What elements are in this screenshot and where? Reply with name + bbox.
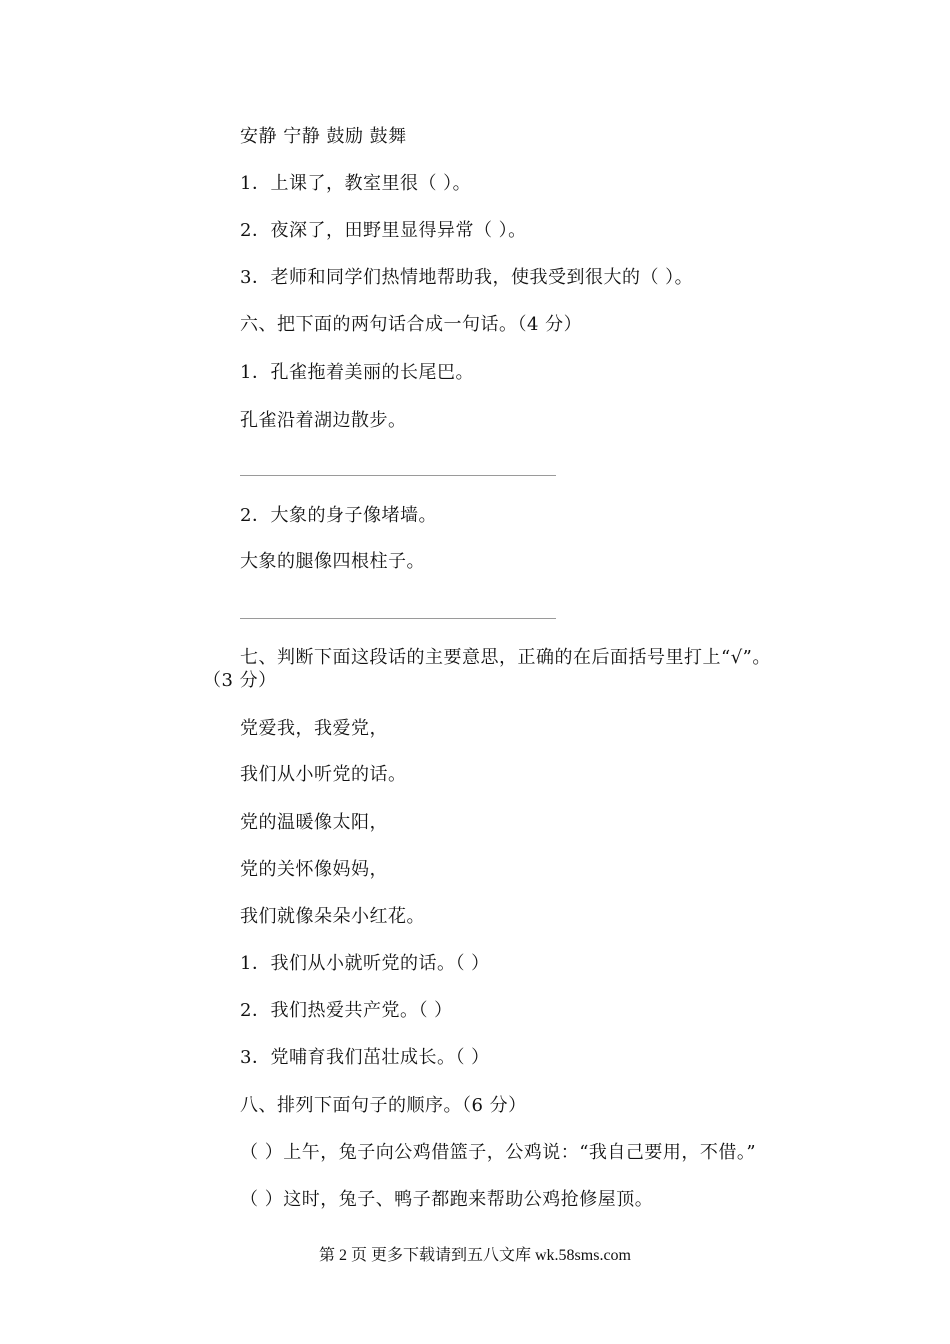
poem-line-3: 党的温暖像太阳， bbox=[240, 812, 388, 833]
combine-q2-sentence-a: 2．大象的身子像堵墙。 bbox=[240, 505, 437, 526]
judge-item-1: 1．我们从小就听党的话。（ ） bbox=[240, 953, 490, 974]
page-footer: 第 2 页 更多下载请到五八文库 wk.58sms.com bbox=[318, 1247, 631, 1264]
section-7-heading: 七、判断下面这段话的主要意思，正确的在后面括号里打上“√”。 bbox=[240, 647, 771, 668]
answer-line-2 bbox=[240, 618, 556, 619]
fill-blank-item-1: 1．上课了，教室里很（ ）。 bbox=[240, 173, 472, 194]
order-item-1: （ ）上午，兔子向公鸡借篮子，公鸡说：“我自己要用，不借。” bbox=[240, 1142, 757, 1163]
section-6-heading: 六、把下面的两句话合成一句话。（4 分） bbox=[240, 314, 583, 335]
word-bank: 安静 宁静 鼓励 鼓舞 bbox=[240, 126, 407, 147]
combine-q1-sentence-a: 1．孔雀拖着美丽的长尾巴。 bbox=[240, 362, 474, 383]
combine-q1-sentence-b: 孔雀沿着湖边散步。 bbox=[240, 410, 407, 431]
fill-blank-item-2: 2．夜深了，田野里显得异常（ ）。 bbox=[240, 220, 527, 241]
judge-item-3: 3．党哺育我们茁壮成长。（ ） bbox=[240, 1047, 490, 1068]
judge-item-2: 2．我们热爱共产党。（ ） bbox=[240, 1000, 453, 1021]
fill-blank-item-3: 3．老师和同学们热情地帮助我，使我受到很大的（ ）。 bbox=[240, 267, 694, 288]
poem-line-1: 党爱我，我爱党， bbox=[240, 718, 388, 739]
answer-line-1 bbox=[240, 475, 556, 476]
order-item-2: （ ）这时，兔子、鸭子都跑来帮助公鸡抢修屋顶。 bbox=[240, 1189, 654, 1210]
combine-q2-sentence-b: 大象的腿像四根柱子。 bbox=[240, 551, 425, 572]
section-7-heading-score: （3 分） bbox=[203, 670, 277, 691]
section-8-heading: 八、排列下面句子的顺序。（6 分） bbox=[240, 1095, 527, 1116]
poem-line-2: 我们从小听党的话。 bbox=[240, 764, 407, 785]
poem-line-5: 我们就像朵朵小红花。 bbox=[240, 906, 425, 927]
poem-line-4: 党的关怀像妈妈， bbox=[240, 859, 388, 880]
